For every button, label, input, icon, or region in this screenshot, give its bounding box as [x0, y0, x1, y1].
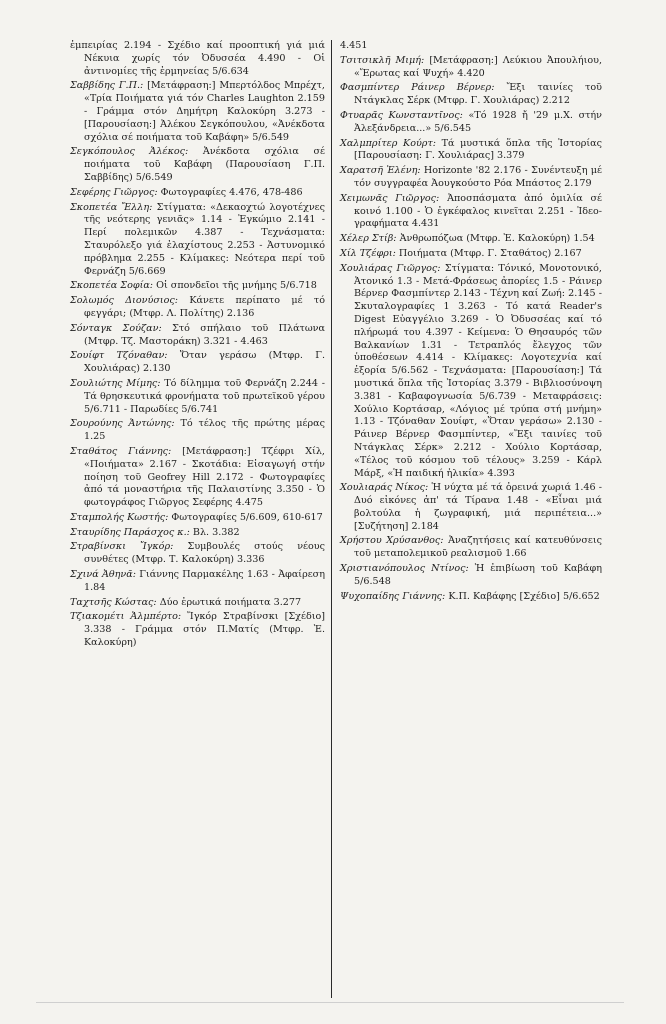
index-entry: Ψυχοπαίδης Γιάννης: Κ.Π. Καβάφης [Σχέδιο] 5/6.652 — [340, 590, 600, 602]
index-entry: Σταθάτος Γιάννης: [Μετάφραση:] Τζέφρι Χίλ, «Ποιήματα» 2.167 - Σκοτάδια: Εἰσαγωγή στήν ποίηση τοῦ Geofrey Hill 2.172 - Φωτογραφίες ἀπό τά μοναστήρια τῆς Παλαιστίνης 3.350 - Ὁ φωτογράφος Γιῶργος Σεφέρης 4.475 — [70, 445, 325, 509]
index-entry: Σκοπετέα Ἔλλη: Στίγματα: «Δεκαοχτώ λογοτέχνες τῆς νεότερης γενιᾶς» 1.14 - Ἐγκώμιο 2.141 - Περί πολεμικῶν 4.387 - Τεχνάσματα: Σταυρόλεξο γιά ἐλαχίστους 2.253 - Ἀστυνομικό πρόβλημα 2.255 - Κλίμακες: Νεότερα περί τοῦ Φερνάζη 5/6.669 — [70, 201, 325, 277]
column-divider — [331, 40, 332, 998]
index-entry: Σεγκόπουλος Ἀλέκος: Ἀνέκδοτα σχόλια σέ ποιήματα τοῦ Καβάφη (Παρουσίαση Γ.Π. Σαββίδης) 5/6.549 — [70, 146, 325, 183]
index-entry: 4.451 — [340, 40, 368, 51]
index-entry: Σταμπολής Κωστής: Φωτογραφίες 5/6.609, 610-617 — [70, 511, 323, 523]
index-entry: Σουλιώτης Μίμης: Τό δίλημμα τοῦ Φερνάζη 2.244 - Τά θρησκευτικά φρονήματα τοῦ πρωτεϊκοῦ γέρου 5/6.711 - Παρωδίες 5/6.741 — [70, 377, 326, 415]
index-entry: Τσιτσικλῆ Μιμή: [Μετάφραση:] Λεύκιου Ἀπουλήιου, «Ἔρωτας καί Ψυχή» 4.420 — [340, 54, 602, 79]
index-entry: Χριστιανόπουλος Ντίνος: Ἡ ἐπιβίωση τοῦ Καβάφη 5/6.548 — [340, 563, 602, 587]
index-entry: Ταχτσῆς Κώστας: Δύο ἐρωτικά ποιήματα 3.277 — [70, 596, 302, 608]
left-column — [70, 40, 325, 652]
index-entry: Σκοπετέα Σοφία: Οἱ σπονδεῖοι τῆς μνήμης 5/6.718 — [70, 280, 317, 292]
index-entry: Σαββίδης Γ.Π.: [Μετάφραση:] Μπερτόλδος Μπρέχτ, «Τρία Ποιήματα γιά τόν Charles Laughton 2.159 - Γράμμα στόν Δημήτρη Καλοκύρη 3.273 - [Παρουσίαση:] Ἀλέκου Σεγκόπουλου, «Ἀνέκδοτα σχόλια σέ ποιήματα τοῦ Καβάφη» 5/6.549 — [70, 80, 325, 143]
index-entry: Σουίφτ Τζόναθαν: Ὅταν γεράσω (Μτφρ. Γ. Χουλιάρας) 2.130 — [70, 350, 326, 375]
index-entry: Σεφέρης Γιῶργος: Φωτογραφίες 4.476, 478-486 — [70, 186, 303, 198]
index-entry: Σταυρίδης Παράσχος κ.: Βλ. 3.382 — [70, 526, 240, 538]
right-column — [340, 40, 602, 605]
page-bottom-rule — [36, 1002, 624, 1003]
index-entry: Χειμωνᾶς Γιῶργος: Ἀποσπάσματα ἀπό ὁμιλία σέ κοινό 1.100 - Ὁ ἐγκέφαλος κινεῖται 2.251 - Ἰδεο-γραφήματα 4.431 — [340, 192, 602, 230]
index-entry: ἐμπειρίας 2.194 - Σχέδιο καί προοπτική γιά μιά Νέκυια χωρίς τόν Ὀδυσσέα 4.490 - Οἱ ἀντινομίες τῆς ἑρμηνείας 5/6.634 — [70, 40, 325, 77]
index-entry: Σόνταγκ Σούζαν: Στό σπήλαιο τοῦ Πλάτωνα (Μτφρ. Τζ. Μαστοράκη) 3.321 - 4.463 — [70, 322, 325, 347]
index-entry: Χίλ Τζέφρι: Ποιήματα (Μτφρ. Γ. Σταθάτος) 2.167 — [340, 247, 582, 259]
index-entry: Χουλιάρας Γιῶργος: Στίγματα: Τόνικό, Μονοτονικό, Ἀτονικό 1.3 - Μετά-Φράσεως ἀπορίες 1.5 - Ράινερ Βέρνερ Φασμπίντερ 2.143 - Τέχνη καί Ζωή: 2.145 - Σκυταλογραφίες 1 3.263 - Τό κατά Reader's Digest Εὐαγγέλιο 3.269 - Ὁ Ὀδυσσέας καί τό πλήρωμά του 4.397 - Κείμενα: Ὁ Θησαυρός τῶν Βαλκανίων 1.31 - Τετραπλός ἔλεγχος τῶν ὑποθέσεων 4.414 - Κλίμακες: Λογοτεχνία καί ἐξορία 5/6.562 - Τεχνάσματα: [Παρουσίαση:] Τά μυστικά ὅπλα τῆς Ἰστορίας 3.379 - Βιβλιοσύνοψη 3.381 - Καβαφογνωσία 5/6.739 - Μεταφράσεις: Χούλιο Κορτάσαρ, «Λόγιος μέ τρύπα στή μνήμη» 1.13 - Τζόναθαν Σουίφτ, «Ὅταν γεράσω» 2.130 - Ράινερ Βέρνερ Φασμπίντερ, «Ἔξι ταινίες τοῦ Ντάγκλας Σέρκ» 2.212 - Χούλιο Κορτάσαρ, «Τέλος τοῦ κόσμου τοῦ τέλους» 3.259 - Κάρλ Μάρξ, «Ἡ παιδική ἡλικία» 4.393 — [340, 262, 602, 479]
index-entry: Τζιακομέτι Ἀλμπέρτο: Ἴγκόρ Στραβίνσκι [Σχέδιο] 3.338 - Γράμμα στόν Π.Ματίς (Μτφρ. Ἐ. Καλοκύρη) — [70, 611, 325, 649]
index-entry: Χουλιαράς Νίκος: Ἡ νύχτα μέ τά ὀρεινά χωριά 1.46 - Δυό εἰκόνες ἀπ' τά Τίρανα 1.48 - «Εἶναι μιά βολτούλα ἡ ζωγραφική, μιά περιπέτεια...» [Συζήτηση] 2.184 — [340, 482, 602, 532]
index-entry: Φασμπίντερ Ράινερ Βέρνερ: Ἔξι ταινίες τοῦ Ντάγκλας Σέρκ (Μτφρ. Γ. Χουλιάρας) 2.212 — [340, 82, 603, 107]
index-entry: Χαλμπρίτερ Κούρτ: Τά μυστικά ὅπλα τῆς Ἰστορίας [Παρουσίαση: Γ. Χουλιάρας] 3.379 — [340, 137, 602, 162]
index-entry: Χαρατσῆ Ἐλένη: Horizonte '82 2.176 - Συνέντευξη μέ τόν συγγραφέα Ἀουγκούστο Ρόα Μπάστος 2.179 — [340, 165, 602, 189]
index-entry: Χέλερ Στίβ: Ἀνθρωπόζωα (Μτφρ. Ἐ. Καλοκύρη) 1.54 — [340, 233, 595, 245]
index-entry: Σουρούνης Ἀντώνης: Τό τέλος τῆς πρώτης μέρας 1.25 — [70, 418, 325, 443]
index-entry: Σολωμός Διονύσιος: Κάνετε περίπατο μέ τό φεγγάρι; (Μτφρ. Λ. Πολίτης) 2.136 — [70, 295, 325, 319]
index-entry: Στραβίνσκι Ἴγκόρ: Συμβουλές στούς νέους συνθέτες (Μτφρ. Τ. Καλοκύρη) 3.336 — [70, 541, 325, 566]
index-entry: Χρήστου Χρύσανθος: Ἀναζητήσεις καί κατευθύνσεις τοῦ μεταπολεμικοῦ ρεαλισμοῦ 1.66 — [340, 535, 602, 560]
index-entry: Σχινά Ἀθηνᾶ: Γιάννης Παρμακέλης 1.63 - Ἀφαίρεση 1.84 — [70, 569, 325, 593]
index-entry: Φτυαρᾶς Κωνσταντῖνος: «Τό 1928 ἤ '29 μ.Χ. στήν Ἀλεξάνδρεια...» 5/6.545 — [340, 109, 603, 134]
